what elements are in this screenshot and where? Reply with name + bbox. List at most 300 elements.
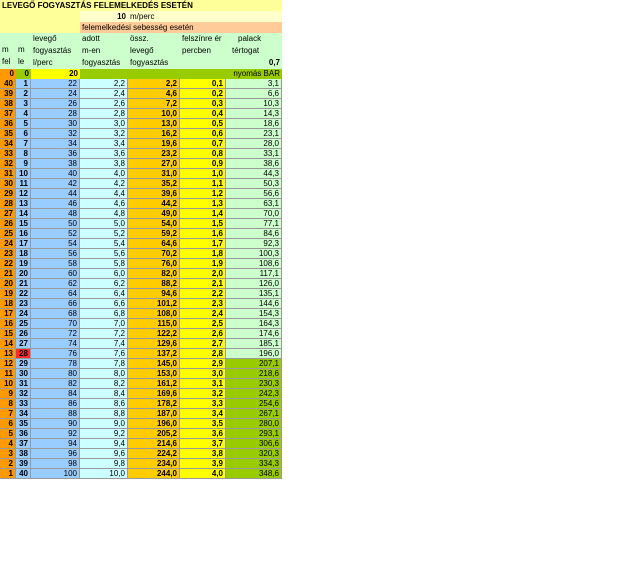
depth-up-cell[interactable]: 19 bbox=[0, 289, 16, 299]
depth-consumption-cell[interactable]: 3,6 bbox=[80, 149, 128, 159]
depth-down-cell[interactable]: 18 bbox=[16, 249, 31, 259]
col-header-time[interactable] bbox=[180, 33, 226, 69]
speed-blank[interactable] bbox=[0, 11, 80, 22]
depth-consumption-cell[interactable]: 7,8 bbox=[80, 359, 128, 369]
pressure-bar-cell[interactable]: 126,0 bbox=[226, 279, 282, 289]
surface-time-cell[interactable]: 1,8 bbox=[180, 249, 226, 259]
total-consumption-cell[interactable]: 122,2 bbox=[128, 329, 180, 339]
depth-consumption-cell[interactable]: 6,6 bbox=[80, 299, 128, 309]
zero-blank[interactable] bbox=[80, 69, 226, 79]
pressure-bar-cell[interactable]: 50,3 bbox=[226, 179, 282, 189]
depth-down-cell[interactable]: 16 bbox=[16, 229, 31, 239]
air-lpm-cell[interactable]: 88 bbox=[31, 409, 80, 419]
depth-up-cell[interactable]: 40 bbox=[0, 79, 16, 89]
depth-down-cell[interactable]: 8 bbox=[16, 149, 31, 159]
pressure-bar-cell[interactable]: 320,3 bbox=[226, 449, 282, 459]
total-consumption-cell[interactable]: 115,0 bbox=[128, 319, 180, 329]
depth-up-cell[interactable]: 11 bbox=[0, 369, 16, 379]
pressure-bar-cell[interactable]: 14,3 bbox=[226, 109, 282, 119]
depth-up-cell[interactable]: 13 bbox=[0, 349, 16, 359]
air-lpm-cell[interactable]: 54 bbox=[31, 239, 80, 249]
depth-consumption-cell[interactable]: 9,8 bbox=[80, 459, 128, 469]
surface-time-cell[interactable]: 1,5 bbox=[180, 219, 226, 229]
total-consumption-cell[interactable]: 4,6 bbox=[128, 89, 180, 99]
surface-time-cell[interactable]: 2,5 bbox=[180, 319, 226, 329]
pressure-bar-cell[interactable]: 84,6 bbox=[226, 229, 282, 239]
total-consumption-cell[interactable]: 178,2 bbox=[128, 399, 180, 409]
depth-down-cell[interactable]: 4 bbox=[16, 109, 31, 119]
surface-time-cell[interactable]: 3,3 bbox=[180, 399, 226, 409]
depth-down-cell[interactable]: 11 bbox=[16, 179, 31, 189]
depth-down-cell[interactable]: 37 bbox=[16, 439, 31, 449]
depth-consumption-cell[interactable]: 7,2 bbox=[80, 329, 128, 339]
col-header-le[interactable] bbox=[16, 33, 31, 69]
total-consumption-cell[interactable]: 224,2 bbox=[128, 449, 180, 459]
depth-down-cell[interactable]: 30 bbox=[16, 369, 31, 379]
surface-time-cell[interactable]: 1,3 bbox=[180, 199, 226, 209]
depth-consumption-cell[interactable]: 4,2 bbox=[80, 179, 128, 189]
depth-down-cell[interactable]: 14 bbox=[16, 209, 31, 219]
pressure-bar-cell[interactable]: 144,6 bbox=[226, 299, 282, 309]
total-consumption-cell[interactable]: 59,2 bbox=[128, 229, 180, 239]
air-lpm-cell[interactable]: 46 bbox=[31, 199, 80, 209]
depth-down-cell[interactable]: 7 bbox=[16, 139, 31, 149]
air-lpm-cell[interactable]: 92 bbox=[31, 429, 80, 439]
pressure-bar-cell[interactable]: 306,6 bbox=[226, 439, 282, 449]
pressure-bar-cell[interactable]: 117,1 bbox=[226, 269, 282, 279]
zero-fel[interactable]: 0 bbox=[0, 69, 16, 79]
depth-up-cell[interactable]: 30 bbox=[0, 179, 16, 189]
depth-up-cell[interactable]: 17 bbox=[0, 309, 16, 319]
air-lpm-cell[interactable]: 36 bbox=[31, 149, 80, 159]
pressure-bar-cell[interactable]: 196,0 bbox=[226, 349, 282, 359]
air-lpm-cell[interactable]: 78 bbox=[31, 359, 80, 369]
pressure-bar-cell[interactable]: 18,6 bbox=[226, 119, 282, 129]
pressure-label[interactable]: nyomás BAR bbox=[226, 69, 282, 79]
depth-down-cell[interactable]: 38 bbox=[16, 449, 31, 459]
speed-value[interactable]: 10 bbox=[80, 11, 128, 22]
pressure-bar-cell[interactable]: 10,3 bbox=[226, 99, 282, 109]
depth-up-cell[interactable]: 15 bbox=[0, 329, 16, 339]
col-header-air[interactable] bbox=[31, 33, 80, 69]
depth-up-cell[interactable]: 32 bbox=[0, 159, 16, 169]
depth-consumption-cell[interactable]: 6,4 bbox=[80, 289, 128, 299]
depth-consumption-cell[interactable]: 4,8 bbox=[80, 209, 128, 219]
surface-time-cell[interactable]: 3,8 bbox=[180, 449, 226, 459]
total-consumption-cell[interactable]: 16,2 bbox=[128, 129, 180, 139]
air-lpm-cell[interactable]: 22 bbox=[31, 79, 80, 89]
air-lpm-cell[interactable]: 96 bbox=[31, 449, 80, 459]
depth-down-cell[interactable]: 27 bbox=[16, 339, 31, 349]
total-consumption-cell[interactable]: 108,0 bbox=[128, 309, 180, 319]
depth-up-cell[interactable]: 28 bbox=[0, 199, 16, 209]
depth-up-cell[interactable]: 29 bbox=[0, 189, 16, 199]
depth-down-cell[interactable]: 10 bbox=[16, 169, 31, 179]
surface-time-cell[interactable]: 3,7 bbox=[180, 439, 226, 449]
air-lpm-cell[interactable]: 28 bbox=[31, 109, 80, 119]
air-lpm-cell[interactable]: 52 bbox=[31, 229, 80, 239]
depth-up-cell[interactable]: 18 bbox=[0, 299, 16, 309]
surface-time-cell[interactable]: 1,2 bbox=[180, 189, 226, 199]
total-consumption-cell[interactable]: 64,6 bbox=[128, 239, 180, 249]
depth-up-cell[interactable]: 27 bbox=[0, 209, 16, 219]
depth-consumption-cell[interactable]: 10,0 bbox=[80, 469, 128, 479]
surface-time-cell[interactable]: 0,9 bbox=[180, 159, 226, 169]
surface-time-cell[interactable]: 3,9 bbox=[180, 459, 226, 469]
air-lpm-cell[interactable]: 56 bbox=[31, 249, 80, 259]
total-consumption-cell[interactable]: 31,0 bbox=[128, 169, 180, 179]
air-lpm-cell[interactable]: 98 bbox=[31, 459, 80, 469]
depth-consumption-cell[interactable]: 9,2 bbox=[80, 429, 128, 439]
zero-le[interactable]: 0 bbox=[16, 69, 31, 79]
surface-time-cell[interactable]: 1,7 bbox=[180, 239, 226, 249]
total-consumption-cell[interactable]: 7,2 bbox=[128, 99, 180, 109]
depth-up-cell[interactable]: 3 bbox=[0, 449, 16, 459]
air-lpm-cell[interactable]: 62 bbox=[31, 279, 80, 289]
pressure-bar-cell[interactable]: 77,1 bbox=[226, 219, 282, 229]
pressure-bar-cell[interactable]: 242,3 bbox=[226, 389, 282, 399]
pressure-bar-cell[interactable]: 70,0 bbox=[226, 209, 282, 219]
depth-up-cell[interactable]: 9 bbox=[0, 389, 16, 399]
depth-up-cell[interactable]: 39 bbox=[0, 89, 16, 99]
depth-consumption-cell[interactable]: 7,6 bbox=[80, 349, 128, 359]
total-consumption-cell[interactable]: 214,6 bbox=[128, 439, 180, 449]
total-consumption-cell[interactable]: 234,0 bbox=[128, 459, 180, 469]
depth-consumption-cell[interactable]: 6,2 bbox=[80, 279, 128, 289]
total-consumption-cell[interactable]: 101,2 bbox=[128, 299, 180, 309]
air-lpm-cell[interactable]: 82 bbox=[31, 379, 80, 389]
pressure-bar-cell[interactable]: 63,1 bbox=[226, 199, 282, 209]
depth-up-cell[interactable]: 14 bbox=[0, 339, 16, 349]
air-lpm-cell[interactable]: 76 bbox=[31, 349, 80, 359]
depth-up-cell[interactable]: 33 bbox=[0, 149, 16, 159]
depth-down-cell[interactable]: 13 bbox=[16, 199, 31, 209]
surface-time-cell[interactable]: 2,1 bbox=[180, 279, 226, 289]
depth-consumption-cell[interactable]: 9,6 bbox=[80, 449, 128, 459]
total-consumption-cell[interactable]: 27,0 bbox=[128, 159, 180, 169]
depth-up-cell[interactable]: 10 bbox=[0, 379, 16, 389]
surface-time-cell[interactable]: 1,4 bbox=[180, 209, 226, 219]
depth-consumption-cell[interactable]: 5,6 bbox=[80, 249, 128, 259]
depth-consumption-cell[interactable]: 8,2 bbox=[80, 379, 128, 389]
pressure-bar-cell[interactable]: 28,0 bbox=[226, 139, 282, 149]
air-lpm-cell[interactable]: 70 bbox=[31, 319, 80, 329]
air-lpm-cell[interactable]: 86 bbox=[31, 399, 80, 409]
depth-consumption-cell[interactable]: 6,0 bbox=[80, 269, 128, 279]
pressure-bar-cell[interactable]: 218,6 bbox=[226, 369, 282, 379]
depth-down-cell[interactable]: 26 bbox=[16, 329, 31, 339]
desc-blank[interactable] bbox=[0, 22, 80, 33]
total-consumption-cell[interactable]: 35,2 bbox=[128, 179, 180, 189]
air-lpm-cell[interactable]: 34 bbox=[31, 139, 80, 149]
depth-down-cell[interactable]: 28 bbox=[16, 349, 31, 359]
total-consumption-cell[interactable]: 44,2 bbox=[128, 199, 180, 209]
air-lpm-cell[interactable]: 24 bbox=[31, 89, 80, 99]
pressure-bar-cell[interactable]: 100,3 bbox=[226, 249, 282, 259]
depth-down-cell[interactable]: 32 bbox=[16, 389, 31, 399]
pressure-bar-cell[interactable]: 3,1 bbox=[226, 79, 282, 89]
depth-consumption-cell[interactable]: 3,8 bbox=[80, 159, 128, 169]
pressure-bar-cell[interactable]: 348,6 bbox=[226, 469, 282, 479]
depth-up-cell[interactable]: 16 bbox=[0, 319, 16, 329]
surface-time-cell[interactable]: 2,7 bbox=[180, 339, 226, 349]
depth-consumption-cell[interactable]: 8,4 bbox=[80, 389, 128, 399]
total-consumption-cell[interactable]: 169,6 bbox=[128, 389, 180, 399]
surface-time-cell[interactable]: 0,4 bbox=[180, 109, 226, 119]
pressure-bar-cell[interactable]: 108,6 bbox=[226, 259, 282, 269]
pressure-bar-cell[interactable]: 254,6 bbox=[226, 399, 282, 409]
air-lpm-cell[interactable]: 42 bbox=[31, 179, 80, 189]
depth-consumption-cell[interactable]: 2,2 bbox=[80, 79, 128, 89]
depth-up-cell[interactable]: 6 bbox=[0, 419, 16, 429]
pressure-bar-cell[interactable]: 6,6 bbox=[226, 89, 282, 99]
total-consumption-cell[interactable]: 196,0 bbox=[128, 419, 180, 429]
depth-down-cell[interactable]: 22 bbox=[16, 289, 31, 299]
pressure-bar-cell[interactable]: 280,0 bbox=[226, 419, 282, 429]
depth-down-cell[interactable]: 24 bbox=[16, 309, 31, 319]
surface-time-cell[interactable]: 3,5 bbox=[180, 419, 226, 429]
pressure-bar-cell[interactable]: 44,3 bbox=[226, 169, 282, 179]
depth-consumption-cell[interactable]: 5,2 bbox=[80, 229, 128, 239]
col-time-l1: felszínre ér bbox=[182, 34, 222, 43]
depth-consumption-cell[interactable]: 2,6 bbox=[80, 99, 128, 109]
base-consumption[interactable]: 20 bbox=[31, 69, 80, 79]
depth-down-cell[interactable]: 20 bbox=[16, 269, 31, 279]
pressure-bar-cell[interactable]: 92,3 bbox=[226, 239, 282, 249]
air-lpm-cell[interactable]: 64 bbox=[31, 289, 80, 299]
air-lpm-cell[interactable]: 90 bbox=[31, 419, 80, 429]
surface-time-cell[interactable]: 3,4 bbox=[180, 409, 226, 419]
air-lpm-cell[interactable]: 68 bbox=[31, 309, 80, 319]
depth-up-cell[interactable]: 8 bbox=[0, 399, 16, 409]
total-consumption-cell[interactable]: 205,2 bbox=[128, 429, 180, 439]
pressure-bar-cell[interactable]: 164,3 bbox=[226, 319, 282, 329]
depth-up-cell[interactable]: 4 bbox=[0, 439, 16, 449]
depth-consumption-cell[interactable]: 8,8 bbox=[80, 409, 128, 419]
total-consumption-cell[interactable]: 23,2 bbox=[128, 149, 180, 159]
total-consumption-cell[interactable]: 2,2 bbox=[128, 79, 180, 89]
total-consumption-cell[interactable]: 137,2 bbox=[128, 349, 180, 359]
surface-time-cell[interactable]: 2,6 bbox=[180, 329, 226, 339]
surface-time-cell[interactable]: 3,0 bbox=[180, 369, 226, 379]
surface-time-cell[interactable]: 2,3 bbox=[180, 299, 226, 309]
air-lpm-cell[interactable]: 50 bbox=[31, 219, 80, 229]
surface-time-cell[interactable]: 0,8 bbox=[180, 149, 226, 159]
depth-consumption-cell[interactable]: 3,0 bbox=[80, 119, 128, 129]
depth-up-cell[interactable]: 2 bbox=[0, 459, 16, 469]
pressure-bar-cell[interactable]: 56,6 bbox=[226, 189, 282, 199]
air-lpm-cell[interactable]: 58 bbox=[31, 259, 80, 269]
pressure-bar-cell[interactable]: 154,3 bbox=[226, 309, 282, 319]
depth-down-cell[interactable]: 34 bbox=[16, 409, 31, 419]
depth-down-cell[interactable]: 17 bbox=[16, 239, 31, 249]
surface-time-cell[interactable]: 3,6 bbox=[180, 429, 226, 439]
depth-down-cell[interactable]: 1 bbox=[16, 79, 31, 89]
depth-consumption-cell[interactable]: 5,8 bbox=[80, 259, 128, 269]
depth-consumption-cell[interactable]: 6,8 bbox=[80, 309, 128, 319]
air-lpm-cell[interactable]: 26 bbox=[31, 99, 80, 109]
total-consumption-cell[interactable]: 94,6 bbox=[128, 289, 180, 299]
depth-up-cell[interactable]: 1 bbox=[0, 469, 16, 479]
total-consumption-cell[interactable]: 129,6 bbox=[128, 339, 180, 349]
depth-up-cell[interactable]: 22 bbox=[0, 259, 16, 269]
depth-up-cell[interactable]: 24 bbox=[0, 239, 16, 249]
speed-unit[interactable]: m/perc bbox=[128, 11, 282, 22]
depth-consumption-cell[interactable]: 9,0 bbox=[80, 419, 128, 429]
depth-up-cell[interactable]: 35 bbox=[0, 129, 16, 139]
depth-up-cell[interactable]: 20 bbox=[0, 279, 16, 289]
depth-up-cell[interactable]: 5 bbox=[0, 429, 16, 439]
pressure-bar-cell[interactable]: 267,1 bbox=[226, 409, 282, 419]
depth-up-cell[interactable]: 37 bbox=[0, 109, 16, 119]
depth-down-cell[interactable]: 39 bbox=[16, 459, 31, 469]
depth-consumption-cell[interactable]: 3,2 bbox=[80, 129, 128, 139]
surface-time-cell[interactable]: 1,6 bbox=[180, 229, 226, 239]
surface-time-cell[interactable]: 3,1 bbox=[180, 379, 226, 389]
surface-time-cell[interactable]: 0,7 bbox=[180, 139, 226, 149]
surface-time-cell[interactable]: 4,0 bbox=[180, 469, 226, 479]
depth-up-cell[interactable]: 34 bbox=[0, 139, 16, 149]
depth-consumption-cell[interactable]: 9,4 bbox=[80, 439, 128, 449]
depth-up-cell[interactable]: 38 bbox=[0, 99, 16, 109]
air-lpm-cell[interactable]: 84 bbox=[31, 389, 80, 399]
total-consumption-cell[interactable]: 10,0 bbox=[128, 109, 180, 119]
air-lpm-cell[interactable]: 32 bbox=[31, 129, 80, 139]
total-consumption-cell[interactable]: 39,6 bbox=[128, 189, 180, 199]
air-lpm-cell[interactable]: 44 bbox=[31, 189, 80, 199]
total-consumption-cell[interactable]: 187,0 bbox=[128, 409, 180, 419]
depth-down-cell[interactable]: 2 bbox=[16, 89, 31, 99]
depth-up-cell[interactable]: 31 bbox=[0, 169, 16, 179]
depth-consumption-cell[interactable]: 4,0 bbox=[80, 169, 128, 179]
surface-time-cell[interactable]: 0,2 bbox=[180, 89, 226, 99]
air-lpm-cell[interactable]: 38 bbox=[31, 159, 80, 169]
depth-down-cell[interactable]: 5 bbox=[16, 119, 31, 129]
pressure-bar-cell[interactable]: 293,1 bbox=[226, 429, 282, 439]
speed-description[interactable]: felemelkedési sebesség esetén bbox=[80, 22, 282, 33]
depth-down-cell[interactable]: 6 bbox=[16, 129, 31, 139]
depth-consumption-cell[interactable]: 4,4 bbox=[80, 189, 128, 199]
pressure-bar-cell[interactable]: 334,3 bbox=[226, 459, 282, 469]
table-row bbox=[0, 439, 282, 449]
depth-consumption-cell[interactable]: 4,6 bbox=[80, 199, 128, 209]
col-header-bar[interactable] bbox=[226, 33, 282, 69]
total-consumption-cell[interactable]: 88,2 bbox=[128, 279, 180, 289]
air-lpm-cell[interactable]: 66 bbox=[31, 299, 80, 309]
depth-down-cell[interactable]: 35 bbox=[16, 419, 31, 429]
surface-time-cell[interactable]: 1,9 bbox=[180, 259, 226, 269]
total-consumption-cell[interactable]: 19,6 bbox=[128, 139, 180, 149]
surface-time-cell[interactable]: 2,2 bbox=[180, 289, 226, 299]
total-consumption-cell[interactable]: 153,0 bbox=[128, 369, 180, 379]
air-lpm-cell[interactable]: 30 bbox=[31, 119, 80, 129]
total-consumption-cell[interactable]: 49,0 bbox=[128, 209, 180, 219]
depth-consumption-cell[interactable]: 7,0 bbox=[80, 319, 128, 329]
depth-down-cell[interactable]: 40 bbox=[16, 469, 31, 479]
total-consumption-cell[interactable]: 161,2 bbox=[128, 379, 180, 389]
air-lpm-cell[interactable]: 74 bbox=[31, 339, 80, 349]
depth-down-cell[interactable]: 3 bbox=[16, 99, 31, 109]
air-lpm-cell[interactable]: 40 bbox=[31, 169, 80, 179]
depth-down-cell[interactable]: 21 bbox=[16, 279, 31, 289]
surface-time-cell[interactable]: 2,4 bbox=[180, 309, 226, 319]
surface-time-cell[interactable]: 1,1 bbox=[180, 179, 226, 189]
col-header-total[interactable] bbox=[128, 33, 180, 69]
depth-down-cell[interactable]: 31 bbox=[16, 379, 31, 389]
depth-down-cell[interactable]: 29 bbox=[16, 359, 31, 369]
air-lpm-cell[interactable]: 80 bbox=[31, 369, 80, 379]
depth-consumption-cell[interactable]: 2,8 bbox=[80, 109, 128, 119]
depth-up-cell[interactable]: 25 bbox=[0, 229, 16, 239]
depth-consumption-cell[interactable]: 5,4 bbox=[80, 239, 128, 249]
pressure-bar-cell[interactable]: 185,1 bbox=[226, 339, 282, 349]
pressure-bar-cell[interactable]: 135,1 bbox=[226, 289, 282, 299]
depth-consumption-cell[interactable]: 8,0 bbox=[80, 369, 128, 379]
depth-down-cell[interactable]: 33 bbox=[16, 399, 31, 409]
total-consumption-cell[interactable]: 54,0 bbox=[128, 219, 180, 229]
col-header-fel[interactable] bbox=[0, 33, 16, 69]
total-consumption-cell[interactable]: 145,0 bbox=[128, 359, 180, 369]
air-lpm-cell[interactable]: 94 bbox=[31, 439, 80, 449]
pressure-bar-cell[interactable]: 33,1 bbox=[226, 149, 282, 159]
total-consumption-cell[interactable]: 82,0 bbox=[128, 269, 180, 279]
surface-time-cell[interactable]: 0,3 bbox=[180, 99, 226, 109]
depth-up-cell[interactable]: 12 bbox=[0, 359, 16, 369]
depth-down-cell[interactable]: 23 bbox=[16, 299, 31, 309]
sheet-title[interactable]: LEVEGŐ FOGYASZTÁS FELEMELKEDÉS ESETÉN bbox=[0, 0, 282, 11]
pressure-bar-cell[interactable]: 207,1 bbox=[226, 359, 282, 369]
pressure-bar-cell[interactable]: 23,1 bbox=[226, 129, 282, 139]
pressure-bar-cell[interactable]: 230,3 bbox=[226, 379, 282, 389]
depth-up-cell[interactable]: 36 bbox=[0, 119, 16, 129]
total-consumption-cell[interactable]: 70,2 bbox=[128, 249, 180, 259]
depth-up-cell[interactable]: 7 bbox=[0, 409, 16, 419]
depth-up-cell[interactable]: 21 bbox=[0, 269, 16, 279]
depth-consumption-cell[interactable]: 8,6 bbox=[80, 399, 128, 409]
depth-consumption-cell[interactable]: 5,0 bbox=[80, 219, 128, 229]
surface-time-cell[interactable]: 0,6 bbox=[180, 129, 226, 139]
depth-down-cell[interactable]: 9 bbox=[16, 159, 31, 169]
depth-up-cell[interactable]: 23 bbox=[0, 249, 16, 259]
depth-up-cell[interactable]: 26 bbox=[0, 219, 16, 229]
air-lpm-cell[interactable]: 72 bbox=[31, 329, 80, 339]
air-lpm-cell[interactable]: 48 bbox=[31, 209, 80, 219]
surface-time-cell[interactable]: 2,8 bbox=[180, 349, 226, 359]
surface-time-cell[interactable]: 3,2 bbox=[180, 389, 226, 399]
total-consumption-cell[interactable]: 76,0 bbox=[128, 259, 180, 269]
surface-time-cell[interactable]: 1,0 bbox=[180, 169, 226, 179]
col-header-depth-cons[interactable] bbox=[80, 33, 128, 69]
surface-time-cell[interactable]: 2,0 bbox=[180, 269, 226, 279]
surface-time-cell[interactable]: 2,9 bbox=[180, 359, 226, 369]
depth-consumption-cell[interactable]: 2,4 bbox=[80, 89, 128, 99]
depth-consumption-cell[interactable]: 3,4 bbox=[80, 139, 128, 149]
pressure-bar-cell[interactable]: 174,6 bbox=[226, 329, 282, 339]
depth-down-cell[interactable]: 12 bbox=[16, 189, 31, 199]
air-lpm-cell[interactable]: 60 bbox=[31, 269, 80, 279]
pressure-bar-cell[interactable]: 38,6 bbox=[226, 159, 282, 169]
depth-down-cell[interactable]: 19 bbox=[16, 259, 31, 269]
depth-down-cell[interactable]: 15 bbox=[16, 219, 31, 229]
surface-time-cell[interactable]: 0,5 bbox=[180, 119, 226, 129]
surface-time-cell[interactable]: 0,1 bbox=[180, 79, 226, 89]
depth-consumption-cell[interactable]: 7,4 bbox=[80, 339, 128, 349]
total-consumption-cell[interactable]: 13,0 bbox=[128, 119, 180, 129]
depth-down-cell[interactable]: 36 bbox=[16, 429, 31, 439]
total-consumption-cell[interactable]: 244,0 bbox=[128, 469, 180, 479]
depth-down-cell[interactable]: 25 bbox=[16, 319, 31, 329]
air-lpm-cell[interactable]: 100 bbox=[31, 469, 80, 479]
